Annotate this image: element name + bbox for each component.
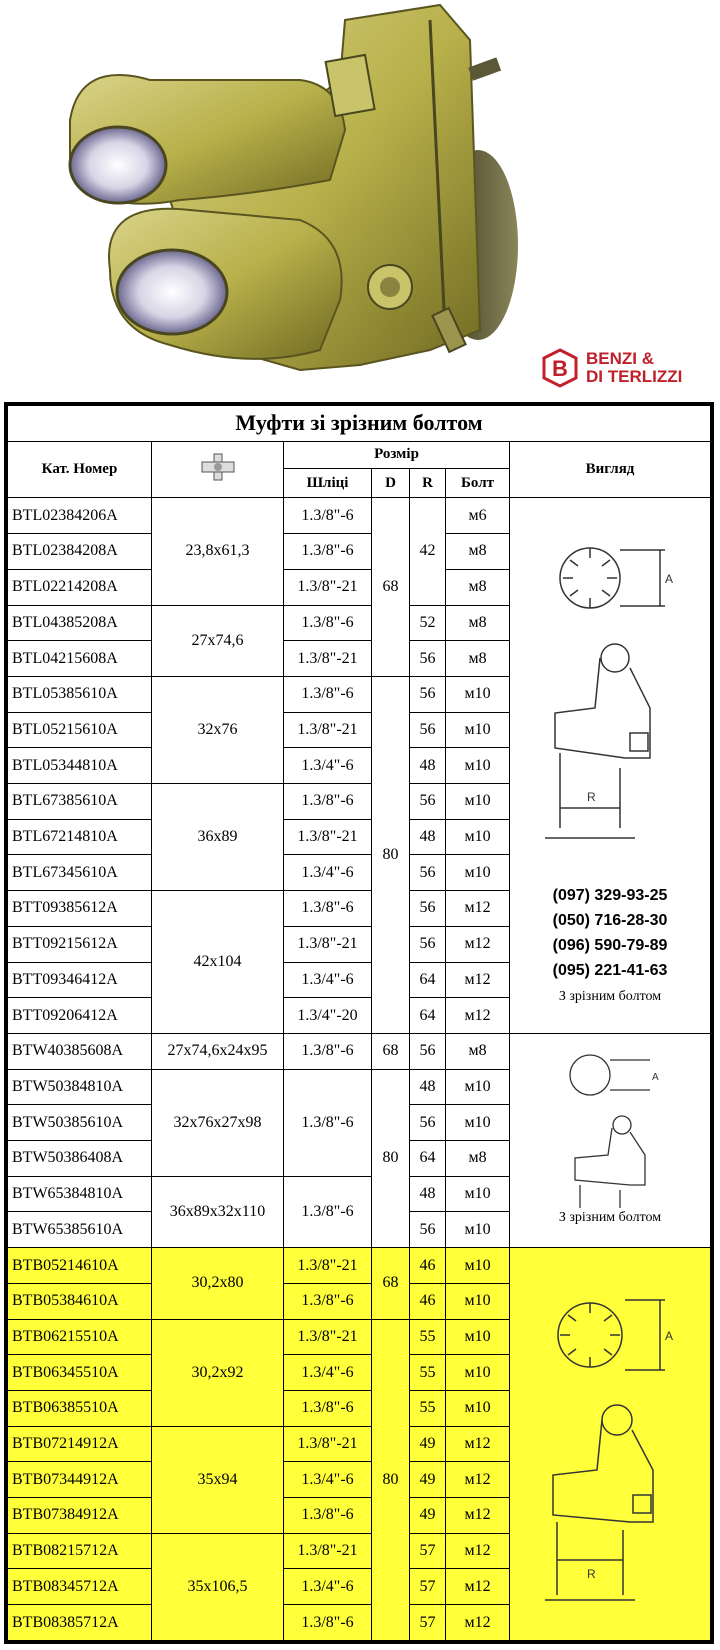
r-cell: 49 (410, 1498, 446, 1534)
spline-cell: 1.3/8"-21 (284, 712, 372, 748)
bolt-cell: м10 (446, 1176, 510, 1212)
header-size: Розмір (284, 441, 510, 468)
r-cell: 42 (410, 498, 446, 605)
spline-cell: 1.3/8"-21 (284, 819, 372, 855)
bolt-cell: м12 (446, 998, 510, 1034)
svg-text:R: R (587, 1567, 596, 1582)
bolt-cell: м10 (446, 712, 510, 748)
spline-cell: 1.3/8"-6 (284, 1390, 372, 1426)
phone-1: (097) 329-93-25 (552, 887, 668, 905)
size-cell: 36x89x32x110 (152, 1176, 284, 1247)
brand-name: BENZI & DI TERLIZZI (586, 349, 683, 386)
spline-cell: 1.3/8"-21 (284, 569, 372, 605)
view-cell-btb (510, 1248, 711, 1641)
header-bolt: Болт (446, 469, 510, 498)
spline-cell: 1.3/8"-6 (284, 1033, 372, 1069)
r-cell: 57 (410, 1569, 446, 1605)
bolt-cell: м10 (446, 1390, 510, 1426)
r-cell: 56 (410, 712, 446, 748)
r-cell: 48 (410, 1176, 446, 1212)
spline-cell: 1.3/8"-6 (284, 1176, 372, 1247)
spline-cell: 1.3/8"-6 (284, 891, 372, 927)
table-row-cat: BTL05215610A (8, 712, 152, 748)
size-cell: 30,2x92 (152, 1319, 284, 1426)
spline-cell: 1.3/8"-6 (284, 498, 372, 534)
bolt-cell: м12 (446, 962, 510, 998)
bolt-cell: м10 (446, 748, 510, 784)
bolt-cell: м10 (446, 1283, 510, 1319)
svg-text:R: R (587, 790, 596, 805)
table-row-cat: BTB06215510A (8, 1319, 152, 1355)
table-row-cat: BTW65384810A (8, 1176, 152, 1212)
bolt-cell: м8 (446, 1141, 510, 1177)
r-cell: 64 (410, 1141, 446, 1177)
r-cell: 56 (410, 891, 446, 927)
bolt-cell: м8 (446, 534, 510, 570)
cross-joint-icon (200, 452, 236, 482)
r-cell: 48 (410, 819, 446, 855)
table-row-cat: BTL02214208A (8, 569, 152, 605)
spline-cell: 1.3/8"-6 (284, 534, 372, 570)
table-row-cat: BTW50386408A (8, 1141, 152, 1177)
svg-text:A: A (665, 572, 674, 587)
spline-cell: 1.3/4"-6 (284, 1355, 372, 1391)
table-row-cat: BTW50385610A (8, 1105, 152, 1141)
spline-cell: 1.3/4"-6 (284, 855, 372, 891)
bolt-cell: м8 (446, 1033, 510, 1069)
bolt-cell: м10 (446, 676, 510, 712)
table-row-cat: BTL67345610A (8, 855, 152, 891)
r-cell: 55 (410, 1355, 446, 1391)
table-row-cat: BTT09215612A (8, 926, 152, 962)
table-row-cat: BTL05344810A (8, 748, 152, 784)
bolt-cell: м10 (446, 819, 510, 855)
header-cross-icon (152, 441, 284, 498)
bolt-cell: м10 (446, 1319, 510, 1355)
d-cell: 68 (372, 1248, 410, 1319)
svg-text:A: A (665, 1329, 674, 1344)
view-cell-btl (510, 498, 711, 1034)
r-cell: 64 (410, 962, 446, 998)
r-cell: 49 (410, 1426, 446, 1462)
spline-cell: 1.3/8"-6 (284, 1283, 372, 1319)
r-cell: 55 (410, 1319, 446, 1355)
svg-text:B: B (552, 356, 568, 381)
table-row-cat: BTL05385610A (8, 676, 152, 712)
bolt-cell: м6 (446, 498, 510, 534)
r-cell: 56 (410, 926, 446, 962)
bolt-cell: м12 (446, 891, 510, 927)
coupling-yoke-image (0, 0, 540, 395)
bolt-cell: м8 (446, 569, 510, 605)
bolt-cell: м12 (446, 1533, 510, 1569)
bolt-cell: м8 (446, 641, 510, 677)
bolt-cell: м10 (446, 784, 510, 820)
table-row-cat: BTB08215712A (8, 1533, 152, 1569)
spline-cell: 1.3/8"-21 (284, 1426, 372, 1462)
table-row-cat: BTB05214610A (8, 1248, 152, 1284)
r-cell: 56 (410, 855, 446, 891)
r-cell: 56 (410, 1212, 446, 1248)
r-cell: 55 (410, 1390, 446, 1426)
table-title: Муфти зі зрізним болтом (8, 406, 711, 442)
view-caption: З зрізним болтом (558, 989, 662, 1005)
table-row-cat: BTB07214912A (8, 1426, 152, 1462)
r-cell: 56 (410, 784, 446, 820)
size-cell: 35x94 (152, 1426, 284, 1533)
r-cell: 52 (410, 605, 446, 641)
bolt-cell: м12 (446, 1569, 510, 1605)
size-cell: 36x89 (152, 784, 284, 891)
table-row-cat: BTB06345510A (8, 1355, 152, 1391)
bolt-cell: м12 (446, 926, 510, 962)
spline-cell: 1.3/8"-21 (284, 1319, 372, 1355)
view-cell-btw (510, 1033, 711, 1247)
table-row-cat: BTL67385610A (8, 784, 152, 820)
size-cell: 23,8x61,3 (152, 498, 284, 605)
r-cell: 57 (410, 1605, 446, 1641)
size-cell: 30,2x80 (152, 1248, 284, 1319)
table-row-cat: BTB07384912A (8, 1498, 152, 1534)
d-cell: 80 (372, 1319, 410, 1640)
size-cell: 32x76x27x98 (152, 1069, 284, 1176)
spline-cell: 1.3/8"-21 (284, 1533, 372, 1569)
table-row-cat: BTT09346412A (8, 962, 152, 998)
table-row-cat: BTB07344912A (8, 1462, 152, 1498)
bolt-cell: м10 (446, 1105, 510, 1141)
bolt-cell: м10 (446, 1212, 510, 1248)
spline-cell: 1.3/8"-6 (284, 1069, 372, 1176)
table-row-cat: BTL02384208A (8, 534, 152, 570)
size-cell: 32x76 (152, 676, 284, 783)
bolt-cell: м10 (446, 1069, 510, 1105)
bolt-cell: м10 (446, 1355, 510, 1391)
spline-cell: 1.3/8"-6 (284, 1605, 372, 1641)
size-cell: 42x104 (152, 891, 284, 1034)
coupling-drawing-small-icon (550, 1040, 670, 1210)
table-row-cat: BTB08385712A (8, 1605, 152, 1641)
bolt-cell: м10 (446, 855, 510, 891)
d-cell: 68 (372, 1033, 410, 1069)
bolt-cell: м12 (446, 1605, 510, 1641)
r-cell: 46 (410, 1283, 446, 1319)
r-cell: 56 (410, 641, 446, 677)
header-r: R (410, 469, 446, 498)
r-cell: 46 (410, 1248, 446, 1284)
r-cell: 56 (410, 676, 446, 712)
spline-cell: 1.3/8"-6 (284, 676, 372, 712)
table-row-cat: BTB05384610A (8, 1283, 152, 1319)
d-cell: 80 (372, 676, 410, 1033)
spline-cell: 1.3/8"-21 (284, 1248, 372, 1284)
header-cat: Кат. Номер (8, 441, 152, 498)
r-cell: 48 (410, 1069, 446, 1105)
r-cell: 48 (410, 748, 446, 784)
coupling-drawing-btb-icon (535, 1260, 685, 1620)
spline-cell: 1.3/8"-6 (284, 784, 372, 820)
header-d: D (372, 469, 410, 498)
size-cell: 27x74,6x24x95 (152, 1033, 284, 1069)
header-view: Вигляд (510, 441, 711, 498)
coupling-table (4, 402, 714, 1644)
spline-cell: 1.3/4"-6 (284, 962, 372, 998)
phone-3: (096) 590-79-89 (552, 937, 668, 955)
svg-text:A: A (652, 1071, 659, 1083)
size-cell: 35x106,5 (152, 1533, 284, 1640)
d-cell: 68 (372, 498, 410, 677)
contact-phones (510, 883, 710, 983)
header-spline: Шліці (284, 469, 372, 498)
table-row-cat: BTL67214810A (8, 819, 152, 855)
spline-cell: 1.3/4"-6 (284, 1462, 372, 1498)
phone-2: (050) 716-28-30 (552, 912, 668, 930)
size-cell: 27x74,6 (152, 605, 284, 676)
table-row-cat: BTB08345712A (8, 1569, 152, 1605)
table-row-cat: BTL04215608A (8, 641, 152, 677)
bolt-cell: м12 (446, 1498, 510, 1534)
table-row-cat: BTL02384206A (8, 498, 152, 534)
d-cell: 80 (372, 1069, 410, 1248)
spline-cell: 1.3/4"-6 (284, 748, 372, 784)
product-photo (0, 0, 720, 400)
coupling-drawing-icon (535, 508, 685, 883)
r-cell: 56 (410, 1033, 446, 1069)
phone-4: (095) 221-41-63 (552, 962, 668, 980)
table-row-cat: BTL04385208A (8, 605, 152, 641)
r-cell: 57 (410, 1533, 446, 1569)
r-cell: 49 (410, 1462, 446, 1498)
spline-cell: 1.3/8"-21 (284, 926, 372, 962)
benzi-logo-mark-icon (540, 348, 580, 388)
bolt-cell: м12 (446, 1462, 510, 1498)
table-row-cat: BTB06385510A (8, 1390, 152, 1426)
spline-cell: 1.3/8"-6 (284, 1498, 372, 1534)
spline-cell: 1.3/4"-6 (284, 1569, 372, 1605)
brand-logo (540, 345, 682, 391)
spline-cell: 1.3/4"-20 (284, 998, 372, 1034)
table-row-cat: BTT09206412A (8, 998, 152, 1034)
r-cell: 56 (410, 1105, 446, 1141)
spline-cell: 1.3/8"-21 (284, 641, 372, 677)
r-cell: 64 (410, 998, 446, 1034)
table-row-cat: BTW65385610A (8, 1212, 152, 1248)
bolt-cell: м8 (446, 605, 510, 641)
spline-cell: 1.3/8"-6 (284, 605, 372, 641)
view-caption: З зрізним болтом (558, 1209, 662, 1225)
table-row-cat: BTW50384810A (8, 1069, 152, 1105)
table-row-cat: BTW40385608A (8, 1033, 152, 1069)
table-row-cat: BTT09385612A (8, 891, 152, 927)
bolt-cell: м12 (446, 1426, 510, 1462)
bolt-cell: м10 (446, 1248, 510, 1284)
